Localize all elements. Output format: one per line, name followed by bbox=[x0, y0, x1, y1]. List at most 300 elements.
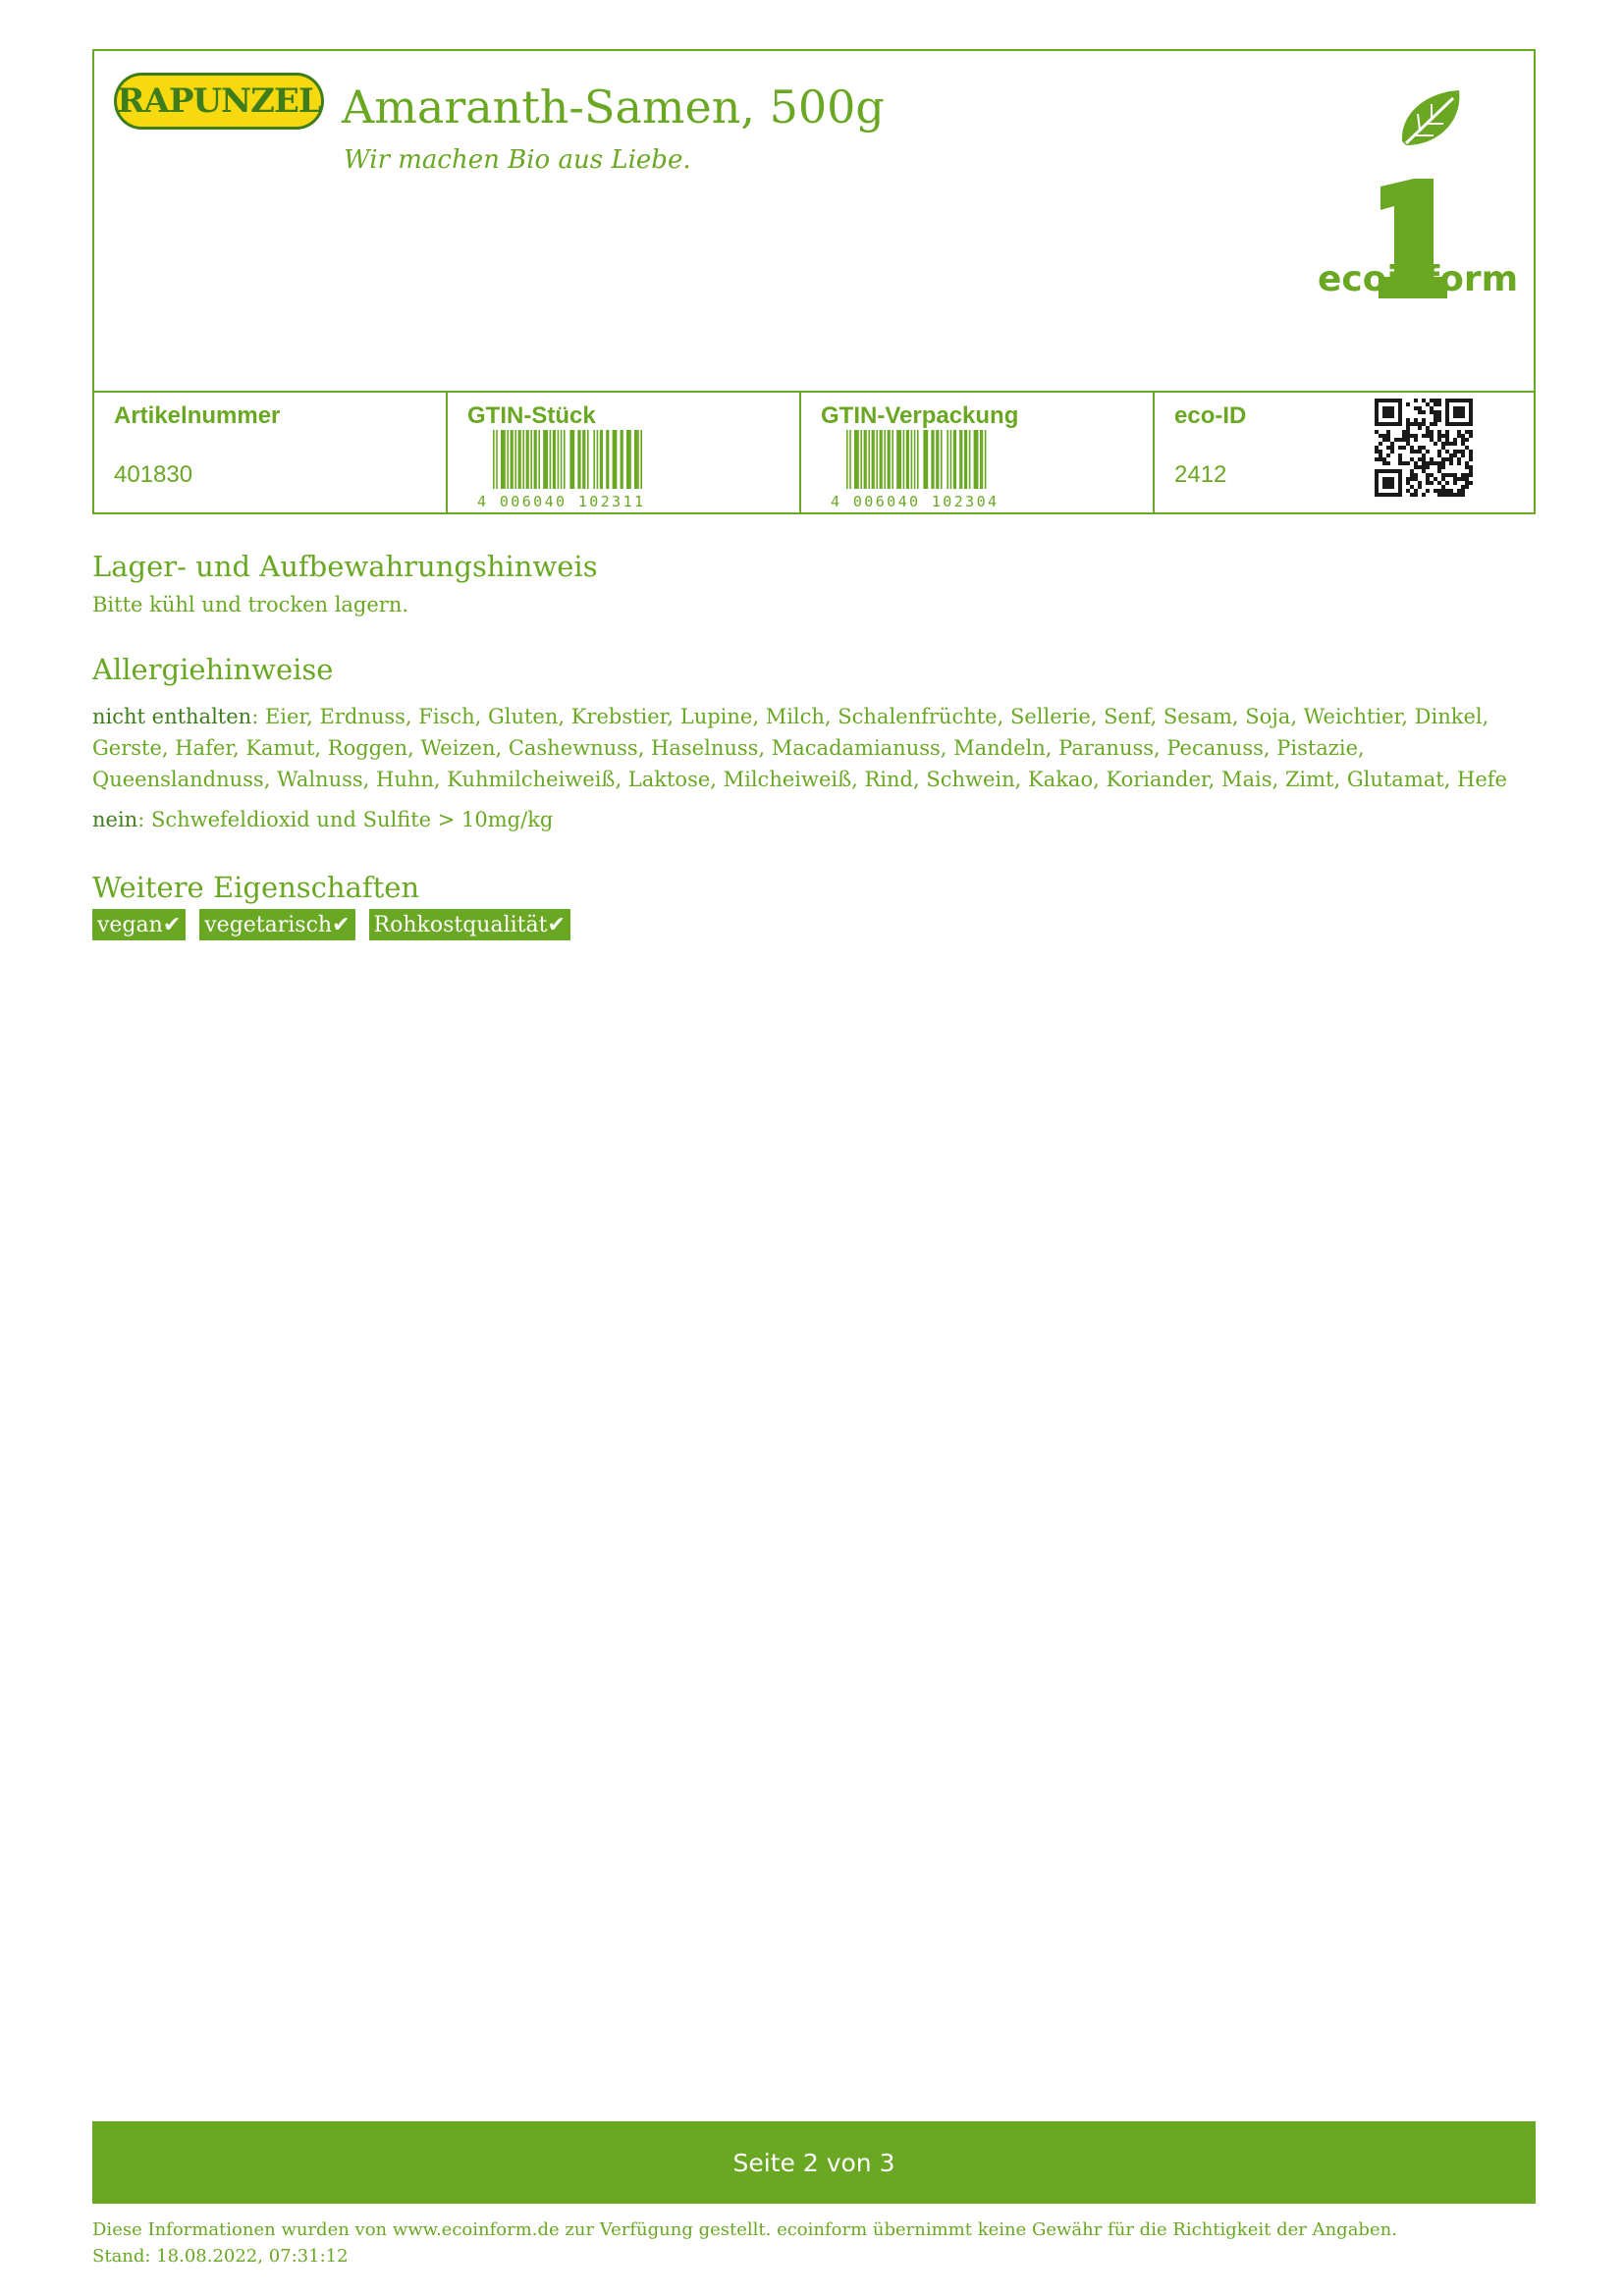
barcode-bar bbox=[964, 430, 967, 489]
barcode-bar bbox=[931, 430, 934, 489]
barcode-bar bbox=[600, 430, 603, 489]
qr-module bbox=[1382, 481, 1386, 485]
qr-module bbox=[1465, 399, 1469, 402]
barcode-bar bbox=[880, 430, 883, 489]
qr-module bbox=[1453, 406, 1457, 410]
allergens-title: Allergiehinweise bbox=[92, 653, 334, 686]
qr-module bbox=[1406, 434, 1410, 438]
qr-module bbox=[1430, 406, 1434, 410]
barcode-bar bbox=[593, 430, 595, 489]
qr-module bbox=[1382, 477, 1386, 481]
barcode-bar bbox=[906, 430, 909, 489]
barcode-bar bbox=[577, 430, 580, 489]
barcode-bar bbox=[634, 430, 637, 489]
qr-module bbox=[1457, 399, 1461, 402]
qr-module bbox=[1465, 465, 1469, 469]
qr-module bbox=[1453, 493, 1457, 497]
qr-module bbox=[1449, 422, 1453, 426]
barcode-bar bbox=[550, 430, 552, 489]
qr-module bbox=[1434, 402, 1437, 406]
qr-module bbox=[1406, 402, 1410, 406]
qr-module bbox=[1414, 461, 1418, 465]
no-text: : Schwefeldioxid und Sulfite > 10mg/kg bbox=[137, 808, 554, 831]
qr-module bbox=[1406, 481, 1410, 485]
qr-module bbox=[1434, 422, 1437, 426]
qr-module bbox=[1379, 454, 1382, 457]
qr-module bbox=[1437, 399, 1441, 402]
qr-module bbox=[1430, 473, 1434, 477]
qr-module bbox=[1375, 399, 1379, 402]
qr-module bbox=[1426, 489, 1430, 493]
qr-module bbox=[1414, 477, 1418, 481]
qr-module bbox=[1445, 442, 1449, 446]
qr-module bbox=[1449, 454, 1453, 457]
qr-module bbox=[1379, 469, 1382, 473]
qr-module bbox=[1406, 430, 1410, 434]
qr-module bbox=[1430, 410, 1434, 414]
qr-module bbox=[1422, 422, 1426, 426]
qr-module bbox=[1441, 473, 1445, 477]
qr-module bbox=[1414, 450, 1418, 454]
barcode-bar bbox=[959, 430, 962, 489]
qr-module bbox=[1437, 434, 1441, 438]
qr-module bbox=[1457, 422, 1461, 426]
qr-module bbox=[1375, 469, 1379, 473]
qr-module bbox=[1422, 410, 1426, 414]
qr-module bbox=[1422, 454, 1426, 457]
qr-module bbox=[1445, 493, 1449, 497]
qr-module bbox=[1418, 406, 1422, 410]
barcode-bar bbox=[496, 430, 498, 489]
qr-module bbox=[1406, 438, 1410, 442]
qr-module bbox=[1398, 410, 1402, 414]
qr-module bbox=[1382, 422, 1386, 426]
qr-module bbox=[1410, 477, 1414, 481]
qr-module bbox=[1461, 399, 1465, 402]
barcode-bar bbox=[860, 430, 862, 489]
qr-module bbox=[1469, 481, 1473, 485]
qr-module bbox=[1441, 489, 1445, 493]
qr-module bbox=[1382, 438, 1386, 442]
qr-module bbox=[1441, 465, 1445, 469]
qr-module bbox=[1379, 399, 1382, 402]
qr-module bbox=[1430, 481, 1434, 485]
qr-module bbox=[1422, 465, 1426, 469]
qr-module bbox=[1398, 489, 1402, 493]
rapunzel-logo bbox=[114, 73, 324, 130]
qr-module bbox=[1375, 473, 1379, 477]
barcode-bar bbox=[493, 430, 495, 489]
qr-module bbox=[1386, 477, 1390, 481]
qr-module bbox=[1406, 426, 1410, 430]
page-indicator: Seite 2 von 3 bbox=[732, 2148, 895, 2177]
qr-module bbox=[1469, 457, 1473, 461]
qr-module bbox=[1418, 446, 1422, 450]
qr-module bbox=[1398, 485, 1402, 489]
barcode-bar bbox=[941, 430, 943, 489]
qr-module bbox=[1465, 461, 1469, 465]
qr-module bbox=[1457, 489, 1461, 493]
qr-module bbox=[1461, 493, 1465, 497]
qr-module bbox=[1386, 481, 1390, 485]
qr-module bbox=[1437, 430, 1441, 434]
qr-module bbox=[1461, 434, 1465, 438]
qr-module bbox=[1386, 422, 1390, 426]
qr-module bbox=[1453, 450, 1457, 454]
qr-module bbox=[1437, 489, 1441, 493]
qr-module bbox=[1402, 446, 1406, 450]
qr-module bbox=[1382, 399, 1386, 402]
qr-module bbox=[1398, 414, 1402, 418]
qr-module bbox=[1457, 450, 1461, 454]
qr-module bbox=[1426, 465, 1430, 469]
barcode-bar bbox=[974, 430, 979, 489]
qr-module bbox=[1379, 450, 1382, 454]
qr-module bbox=[1398, 457, 1402, 461]
qr-module bbox=[1375, 410, 1379, 414]
allergens-not-contained bbox=[92, 701, 1545, 795]
qr-module bbox=[1465, 446, 1469, 450]
barcode-bar bbox=[543, 430, 548, 489]
qr-module bbox=[1398, 469, 1402, 473]
qr-module bbox=[1386, 430, 1390, 434]
disclaimer-line-1: Diese Informationen wurden von www.ecoinform.de zur Verfügung gestellt. ecoinform übernimmt keine Gewähr für die Richtigkeit der Angaben. bbox=[92, 2219, 1397, 2240]
barcode-bar bbox=[917, 430, 919, 489]
qr-module bbox=[1445, 430, 1449, 434]
barcode-bar bbox=[534, 430, 537, 489]
gtin-piece-cell bbox=[448, 393, 801, 514]
barcode-bar bbox=[892, 430, 893, 489]
barcode-bar bbox=[864, 430, 867, 489]
barcode-bar bbox=[526, 430, 529, 489]
qr-module bbox=[1379, 442, 1382, 446]
gtin-pack-barcode-number: 4 006040 102304 bbox=[831, 493, 1000, 510]
qr-module bbox=[1406, 422, 1410, 426]
qr-module bbox=[1430, 430, 1434, 434]
qr-module bbox=[1382, 485, 1386, 489]
qr-module bbox=[1418, 426, 1422, 430]
qr-module bbox=[1390, 422, 1394, 426]
qr-module bbox=[1461, 477, 1465, 481]
gtin-pack-cell bbox=[801, 393, 1155, 514]
qr-module bbox=[1437, 454, 1441, 457]
qr-module bbox=[1422, 457, 1426, 461]
qr-module bbox=[1422, 399, 1426, 402]
qr-module bbox=[1457, 410, 1461, 414]
barcode-bar bbox=[626, 430, 631, 489]
qr-module bbox=[1441, 461, 1445, 465]
barcode-bar bbox=[888, 430, 891, 489]
qr-module bbox=[1461, 442, 1465, 446]
barcode-bar bbox=[558, 430, 560, 489]
qr-module bbox=[1375, 489, 1379, 493]
eco-id-label: eco-ID bbox=[1174, 402, 1247, 429]
qr-module bbox=[1449, 493, 1453, 497]
qr-module bbox=[1461, 422, 1465, 426]
qr-module bbox=[1449, 473, 1453, 477]
qr-module bbox=[1414, 493, 1418, 497]
qr-module bbox=[1445, 418, 1449, 422]
article-number-label: Artikelnummer bbox=[114, 402, 281, 429]
qr-module bbox=[1457, 434, 1461, 438]
qr-module bbox=[1469, 414, 1473, 418]
qr-module bbox=[1422, 446, 1426, 450]
qr-module bbox=[1469, 418, 1473, 422]
qr-module bbox=[1414, 489, 1418, 493]
qr-module bbox=[1414, 434, 1418, 438]
qr-module bbox=[1465, 438, 1469, 442]
barcode-bar bbox=[582, 430, 585, 489]
gtin-pack-barcode bbox=[827, 428, 1023, 510]
qr-module bbox=[1426, 481, 1430, 485]
qr-module bbox=[1461, 414, 1465, 418]
qr-module bbox=[1418, 457, 1422, 461]
qr-module bbox=[1437, 414, 1441, 418]
barcode-bar bbox=[854, 430, 859, 489]
qr-module bbox=[1461, 473, 1465, 477]
qr-module bbox=[1469, 430, 1473, 434]
qr-module bbox=[1453, 399, 1457, 402]
barcode-bar bbox=[884, 430, 886, 489]
qr-module bbox=[1426, 477, 1430, 481]
qr-module bbox=[1430, 434, 1434, 438]
qr-module bbox=[1410, 446, 1414, 450]
barcode-bar bbox=[872, 430, 875, 489]
qr-module bbox=[1398, 473, 1402, 477]
qr-module bbox=[1434, 414, 1437, 418]
qr-module bbox=[1375, 422, 1379, 426]
qr-module bbox=[1410, 422, 1414, 426]
qr-module bbox=[1394, 469, 1398, 473]
qr-module bbox=[1465, 473, 1469, 477]
qr-module bbox=[1457, 414, 1461, 418]
qr-module bbox=[1426, 461, 1430, 465]
qr-module bbox=[1375, 485, 1379, 489]
qr-module bbox=[1457, 406, 1461, 410]
qr-module bbox=[1406, 477, 1410, 481]
qr-module bbox=[1445, 450, 1449, 454]
barcode-bar bbox=[953, 430, 956, 489]
qr-module bbox=[1449, 442, 1453, 446]
qr-module bbox=[1422, 469, 1426, 473]
qr-module bbox=[1422, 418, 1426, 422]
qr-module bbox=[1394, 399, 1398, 402]
qr-module bbox=[1445, 399, 1449, 402]
barcode-bar bbox=[947, 430, 948, 489]
not-contained-list: : Eier, Erdnuss, Fisch, Gluten, Krebstier, Lupine, Milch, Schalenfrüchte, Sellerie, Senf, Sesam, Soja, Weichtier, Dinkel, Gerste, Hafer, Kamut, Roggen, Weizen, Cashewnuss, Haselnuss, Macadamianuss, Mandeln, Paranuss, Pecanuss, Pistazie, Queenslandnuss, Walnuss, Huhn, Kuhmilcheiweiß, Laktose, Milcheiweiß, Rind, Schwein, Kakao, Koriander, Mais, Zimt, Glutamat, Hefe bbox=[92, 705, 1507, 791]
barcode-bar bbox=[980, 430, 982, 489]
qr-module bbox=[1379, 422, 1382, 426]
qr-module bbox=[1437, 493, 1441, 497]
qr-module bbox=[1398, 406, 1402, 410]
qr-module bbox=[1441, 457, 1445, 461]
qr-module bbox=[1469, 473, 1473, 477]
barcode-bar bbox=[985, 430, 987, 489]
barcode-bar bbox=[507, 430, 509, 489]
qr-module bbox=[1418, 481, 1422, 485]
qr-module bbox=[1457, 461, 1461, 465]
qr-module bbox=[1386, 454, 1390, 457]
qr-module bbox=[1398, 446, 1402, 450]
qr-module bbox=[1449, 399, 1453, 402]
qr-module bbox=[1410, 473, 1414, 477]
qr-module bbox=[1453, 477, 1457, 481]
qr-module bbox=[1386, 414, 1390, 418]
qr-module bbox=[1453, 442, 1457, 446]
qr-module bbox=[1402, 438, 1406, 442]
properties-title: Weitere Eigenschaften bbox=[92, 871, 420, 904]
qr-module bbox=[1434, 461, 1437, 465]
barcode-bar bbox=[613, 430, 618, 489]
qr-module bbox=[1469, 422, 1473, 426]
qr-module bbox=[1398, 438, 1402, 442]
qr-module bbox=[1434, 442, 1437, 446]
barcode-bar bbox=[514, 430, 516, 489]
qr-module bbox=[1461, 454, 1465, 457]
tag-vegan: vegan✔ bbox=[92, 909, 186, 940]
qr-module bbox=[1398, 418, 1402, 422]
qr-module bbox=[1430, 457, 1434, 461]
storage-text: Bitte kühl und trocken lagern. bbox=[92, 593, 409, 616]
qr-module bbox=[1386, 485, 1390, 489]
qr-module bbox=[1430, 399, 1434, 402]
qr-module bbox=[1382, 410, 1386, 414]
qr-module bbox=[1426, 426, 1430, 430]
qr-module bbox=[1445, 489, 1449, 493]
qr-module bbox=[1375, 414, 1379, 418]
qr-module bbox=[1434, 489, 1437, 493]
article-number-cell bbox=[94, 393, 448, 514]
qr-module bbox=[1418, 450, 1422, 454]
article-number-value: 401830 bbox=[114, 461, 193, 488]
qr-module bbox=[1453, 414, 1457, 418]
qr-module bbox=[1426, 430, 1430, 434]
header-box bbox=[92, 49, 1536, 514]
barcode-bar bbox=[518, 430, 521, 489]
qr-module bbox=[1469, 469, 1473, 473]
qr-module bbox=[1426, 434, 1430, 438]
barcode-bar bbox=[501, 430, 506, 489]
qr-module bbox=[1382, 469, 1386, 473]
qr-module bbox=[1445, 402, 1449, 406]
qr-module bbox=[1461, 450, 1465, 454]
qr-module bbox=[1445, 414, 1449, 418]
qr-module bbox=[1437, 450, 1441, 454]
qr-module bbox=[1469, 434, 1473, 438]
qr-module bbox=[1390, 469, 1394, 473]
tag-raw-quality: Rohkostqualität✔ bbox=[369, 909, 570, 940]
qr-module bbox=[1394, 438, 1398, 442]
qr-module bbox=[1422, 461, 1426, 465]
qr-module bbox=[1437, 438, 1441, 442]
qr-module bbox=[1410, 457, 1414, 461]
qr-module bbox=[1441, 434, 1445, 438]
qr-module bbox=[1469, 410, 1473, 414]
qr-module bbox=[1457, 493, 1461, 497]
property-tags bbox=[92, 909, 570, 940]
qr-module bbox=[1375, 450, 1379, 454]
info-row bbox=[94, 391, 1534, 514]
qr-module bbox=[1453, 438, 1457, 442]
qr-module bbox=[1445, 473, 1449, 477]
disclaimer-line-2: Stand: 18.08.2022, 07:31:12 bbox=[92, 2246, 349, 2267]
slogan: Wir machen Bio aus Liebe. bbox=[344, 145, 691, 175]
qr-module bbox=[1430, 461, 1434, 465]
allergens-no bbox=[92, 804, 553, 835]
barcode-bar bbox=[621, 430, 623, 489]
qr-module bbox=[1375, 493, 1379, 497]
qr-module bbox=[1461, 489, 1465, 493]
barcode-bar bbox=[522, 430, 524, 489]
qr-module bbox=[1465, 477, 1469, 481]
barcode-bar bbox=[950, 430, 952, 489]
barcode-bar bbox=[914, 430, 916, 489]
qr-module bbox=[1382, 434, 1386, 438]
footer-bar bbox=[92, 2121, 1536, 2204]
qr-module bbox=[1453, 422, 1457, 426]
qr-module bbox=[1445, 457, 1449, 461]
qr-module bbox=[1382, 457, 1386, 461]
qr-module bbox=[1441, 446, 1445, 450]
qr-module bbox=[1414, 422, 1418, 426]
qr-module bbox=[1434, 477, 1437, 481]
qr-module bbox=[1375, 430, 1379, 434]
qr-module bbox=[1453, 454, 1457, 457]
qr-module bbox=[1379, 457, 1382, 461]
qr-module bbox=[1418, 422, 1422, 426]
qr-module bbox=[1465, 430, 1469, 434]
qr-module bbox=[1457, 430, 1461, 434]
barcode-bar bbox=[903, 430, 905, 489]
barcode-bar bbox=[511, 430, 514, 489]
eco-id-value: 2412 bbox=[1174, 461, 1227, 488]
qr-module bbox=[1453, 481, 1457, 485]
qr-module bbox=[1437, 410, 1441, 414]
qr-module bbox=[1469, 450, 1473, 454]
qr-module bbox=[1406, 461, 1410, 465]
barcode-bar bbox=[969, 430, 971, 489]
qr-module bbox=[1375, 481, 1379, 485]
qr-module bbox=[1410, 469, 1414, 473]
qr-module bbox=[1461, 406, 1465, 410]
ecoinform-logo-text: ecoinform bbox=[1318, 259, 1519, 299]
qr-module bbox=[1398, 477, 1402, 481]
qr-module bbox=[1453, 473, 1457, 477]
qr-module bbox=[1386, 446, 1390, 450]
qr-module bbox=[1422, 434, 1426, 438]
barcode-bar bbox=[849, 430, 851, 489]
barcode-bar bbox=[564, 430, 566, 489]
qr-module bbox=[1434, 399, 1437, 402]
qr-module bbox=[1379, 493, 1382, 497]
qr-module bbox=[1434, 410, 1437, 414]
qr-module bbox=[1386, 406, 1390, 410]
qr-module bbox=[1414, 438, 1418, 442]
product-title: Amaranth-Samen, 500g bbox=[342, 80, 885, 133]
qr-code bbox=[1375, 399, 1473, 497]
barcode-bar bbox=[982, 430, 984, 489]
qr-module bbox=[1390, 442, 1394, 446]
qr-module bbox=[1445, 434, 1449, 438]
barcode-bar bbox=[587, 430, 589, 489]
qr-module bbox=[1390, 446, 1394, 450]
barcode-bar bbox=[637, 430, 639, 489]
qr-module bbox=[1453, 410, 1457, 414]
qr-module bbox=[1465, 485, 1469, 489]
qr-module bbox=[1398, 461, 1402, 465]
qr-module bbox=[1375, 406, 1379, 410]
qr-module bbox=[1394, 493, 1398, 497]
